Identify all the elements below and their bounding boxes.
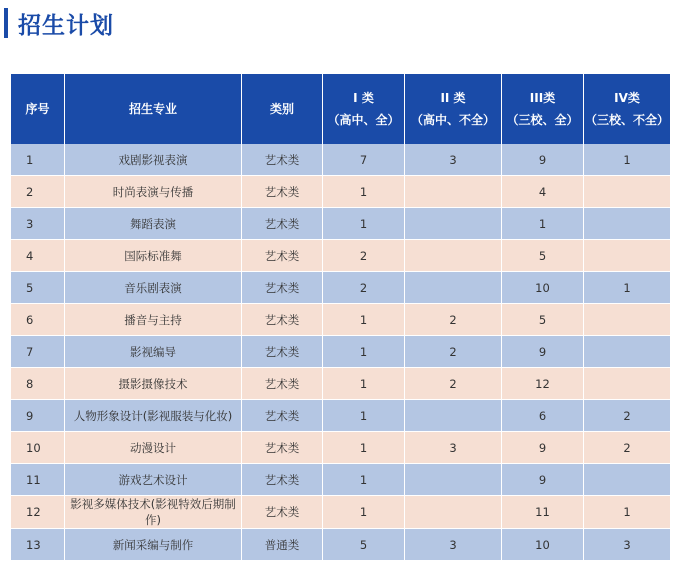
cell-class-4: 3: [584, 529, 670, 561]
cell-category: 艺术类: [242, 144, 323, 176]
page-title-bar: [4, 8, 114, 38]
cell-major: 戏剧影视表演: [65, 144, 242, 176]
cell-category: 艺术类: [242, 400, 323, 432]
cell-major: 国际标准舞: [65, 240, 242, 272]
cell-class-3: 11: [502, 496, 584, 529]
cell-class-3: 6: [502, 400, 584, 432]
cell-major: 音乐剧表演: [65, 272, 242, 304]
table-row: [11, 496, 670, 529]
table-row: [11, 368, 670, 400]
cell-major: 播音与主持: [65, 304, 242, 336]
cell-class-2: [405, 176, 502, 208]
cell-class-2: 3: [405, 432, 502, 464]
cell-no: 13: [11, 529, 65, 561]
cell-class-2: [405, 464, 502, 496]
cell-class-3: 10: [502, 272, 584, 304]
cell-class-3: 9: [502, 464, 584, 496]
cell-class-1: 5: [323, 529, 405, 561]
cell-class-4: 2: [584, 432, 670, 464]
cell-no: 1: [11, 144, 65, 176]
cell-no: 6: [11, 304, 65, 336]
cell-class-3: 9: [502, 432, 584, 464]
header-category: 类别: [242, 74, 323, 144]
cell-class-3: 1: [502, 208, 584, 240]
header-no: 序号: [11, 74, 65, 144]
cell-no: 11: [11, 464, 65, 496]
cell-class-4: 2: [584, 400, 670, 432]
cell-no: 2: [11, 176, 65, 208]
table-row: [11, 304, 670, 336]
cell-no: 5: [11, 272, 65, 304]
header-class-4: IV类 （三校、不全）: [584, 74, 670, 144]
table-row: [11, 336, 670, 368]
cell-class-3: 9: [502, 144, 584, 176]
cell-category: 艺术类: [242, 368, 323, 400]
cell-category: 艺术类: [242, 432, 323, 464]
cell-class-3: 12: [502, 368, 584, 400]
header-class-2: II 类 （高中、不全）: [405, 74, 502, 144]
cell-category: 艺术类: [242, 336, 323, 368]
header-class-3: III类 （三校、全）: [502, 74, 584, 144]
cell-class-2: 3: [405, 144, 502, 176]
table-row: [11, 432, 670, 464]
cell-major: 舞蹈表演: [65, 208, 242, 240]
enrollment-plan-table: [11, 74, 670, 561]
cell-category: 艺术类: [242, 176, 323, 208]
page-title: 招生计划: [18, 12, 114, 39]
table-header-row: [11, 74, 670, 144]
cell-class-2: [405, 272, 502, 304]
cell-class-4: [584, 304, 670, 336]
cell-class-4: [584, 208, 670, 240]
cell-class-1: 1: [323, 496, 405, 529]
cell-class-4: [584, 336, 670, 368]
table-row: [11, 144, 670, 176]
cell-class-4: [584, 176, 670, 208]
table-row: [11, 208, 670, 240]
cell-class-2: 3: [405, 529, 502, 561]
cell-major: 影视多媒体技术(影视特效后期制作): [65, 496, 242, 529]
cell-class-2: 2: [405, 336, 502, 368]
cell-class-3: 10: [502, 529, 584, 561]
cell-class-1: 1: [323, 400, 405, 432]
cell-class-1: 1: [323, 464, 405, 496]
cell-no: 12: [11, 496, 65, 529]
cell-class-1: 1: [323, 368, 405, 400]
cell-class-1: 1: [323, 304, 405, 336]
cell-class-1: 1: [323, 176, 405, 208]
cell-class-3: 9: [502, 336, 584, 368]
cell-no: 9: [11, 400, 65, 432]
table-row: [11, 529, 670, 561]
cell-class-2: [405, 400, 502, 432]
cell-category: 艺术类: [242, 240, 323, 272]
cell-class-1: 1: [323, 336, 405, 368]
cell-class-4: [584, 240, 670, 272]
cell-class-1: 1: [323, 432, 405, 464]
header-major: 招生专业: [65, 74, 242, 144]
cell-class-2: [405, 208, 502, 240]
cell-category: 艺术类: [242, 496, 323, 529]
cell-major: 时尚表演与传播: [65, 176, 242, 208]
cell-class-3: 5: [502, 304, 584, 336]
cell-class-2: [405, 240, 502, 272]
cell-no: 7: [11, 336, 65, 368]
title-accent-bar: [4, 8, 8, 38]
cell-major: 动漫设计: [65, 432, 242, 464]
cell-class-4: 1: [584, 144, 670, 176]
cell-class-1: 7: [323, 144, 405, 176]
cell-category: 艺术类: [242, 208, 323, 240]
cell-major: 摄影摄像技术: [65, 368, 242, 400]
cell-class-4: 1: [584, 496, 670, 529]
cell-major: 影视编导: [65, 336, 242, 368]
header-class-1: I 类 （高中、全）: [323, 74, 405, 144]
table-row: [11, 400, 670, 432]
table-row: [11, 464, 670, 496]
cell-major: 人物形象设计(影视服装与化妆): [65, 400, 242, 432]
cell-class-1: 1: [323, 208, 405, 240]
cell-class-1: 2: [323, 272, 405, 304]
cell-category: 艺术类: [242, 304, 323, 336]
cell-class-4: [584, 368, 670, 400]
cell-class-4: [584, 464, 670, 496]
cell-category: 艺术类: [242, 464, 323, 496]
cell-class-3: 5: [502, 240, 584, 272]
cell-class-2: 2: [405, 368, 502, 400]
cell-no: 8: [11, 368, 65, 400]
cell-class-2: 2: [405, 304, 502, 336]
table-row: [11, 240, 670, 272]
cell-major: 游戏艺术设计: [65, 464, 242, 496]
cell-no: 10: [11, 432, 65, 464]
cell-class-1: 2: [323, 240, 405, 272]
cell-no: 3: [11, 208, 65, 240]
cell-class-2: [405, 496, 502, 529]
cell-category: 普通类: [242, 529, 323, 561]
cell-category: 艺术类: [242, 272, 323, 304]
table-row: [11, 272, 670, 304]
cell-major: 新闻采编与制作: [65, 529, 242, 561]
cell-no: 4: [11, 240, 65, 272]
cell-class-3: 4: [502, 176, 584, 208]
cell-class-4: 1: [584, 272, 670, 304]
table-row: [11, 176, 670, 208]
